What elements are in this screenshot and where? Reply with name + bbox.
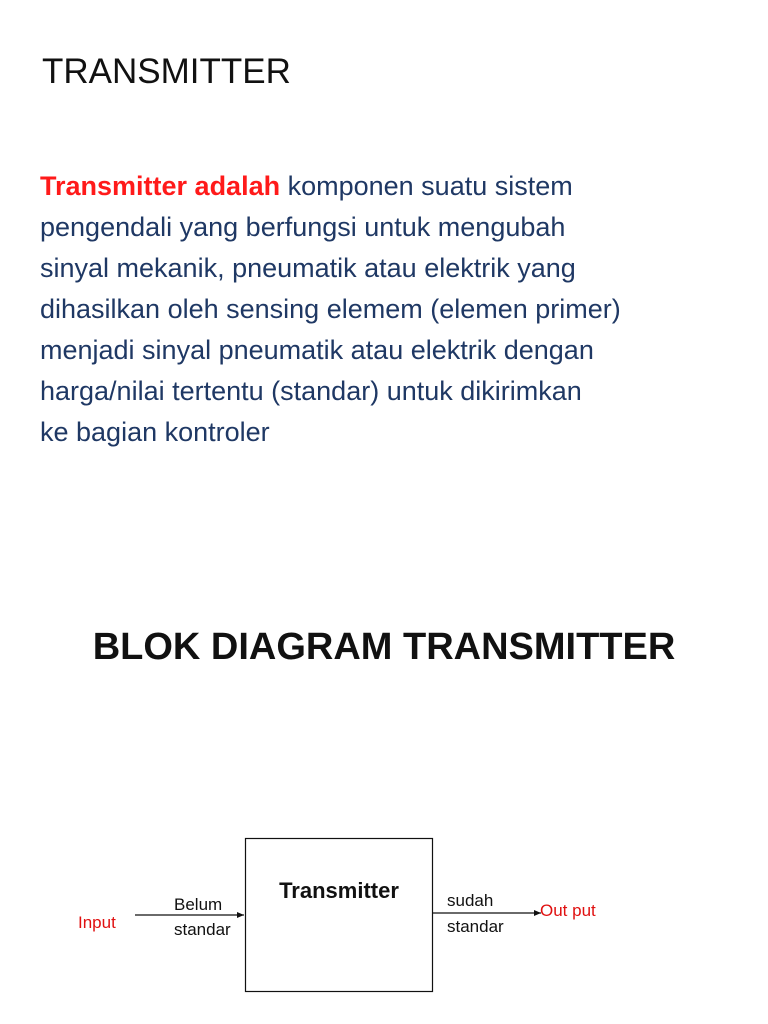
definition-line-7: ke bagian kontroler [40,417,270,447]
output-label: Out put [540,901,596,920]
input-note-standar: standar [174,920,231,939]
input-note-belum: Belum [174,895,223,914]
transmitter-block [246,839,433,992]
transmitter-block-label: Transmitter [279,878,399,903]
definition-line-5: menjadi sinyal pneumatik atau elektrik dengan [40,335,594,365]
definition-line-1-rest: komponen suatu sistem [280,171,573,201]
definition-highlight: Transmitter adalah [40,171,281,201]
input-label: Input [78,913,116,932]
definition-line-6: harga/nilai tertentu (standar) untuk dikirimkan [40,376,582,406]
page-title: TRANSMITTER [42,52,291,91]
output-note-standar: standar [447,917,504,936]
output-note-sudah: sudah [447,891,494,910]
definition-line-1 [40,166,740,207]
definition-paragraph [40,166,740,453]
definition-line-3: sinyal mekanik, pneumatik atau elektrik yang [40,253,576,283]
block-diagram [0,820,768,1010]
definition-line-4: dihasilkan oleh sensing elemem (elemen primer) [40,294,621,324]
diagram-heading: BLOK DIAGRAM TRANSMITTER [92,626,676,668]
definition-line-2: pengendali yang berfungsi untuk mengubah [40,212,566,242]
